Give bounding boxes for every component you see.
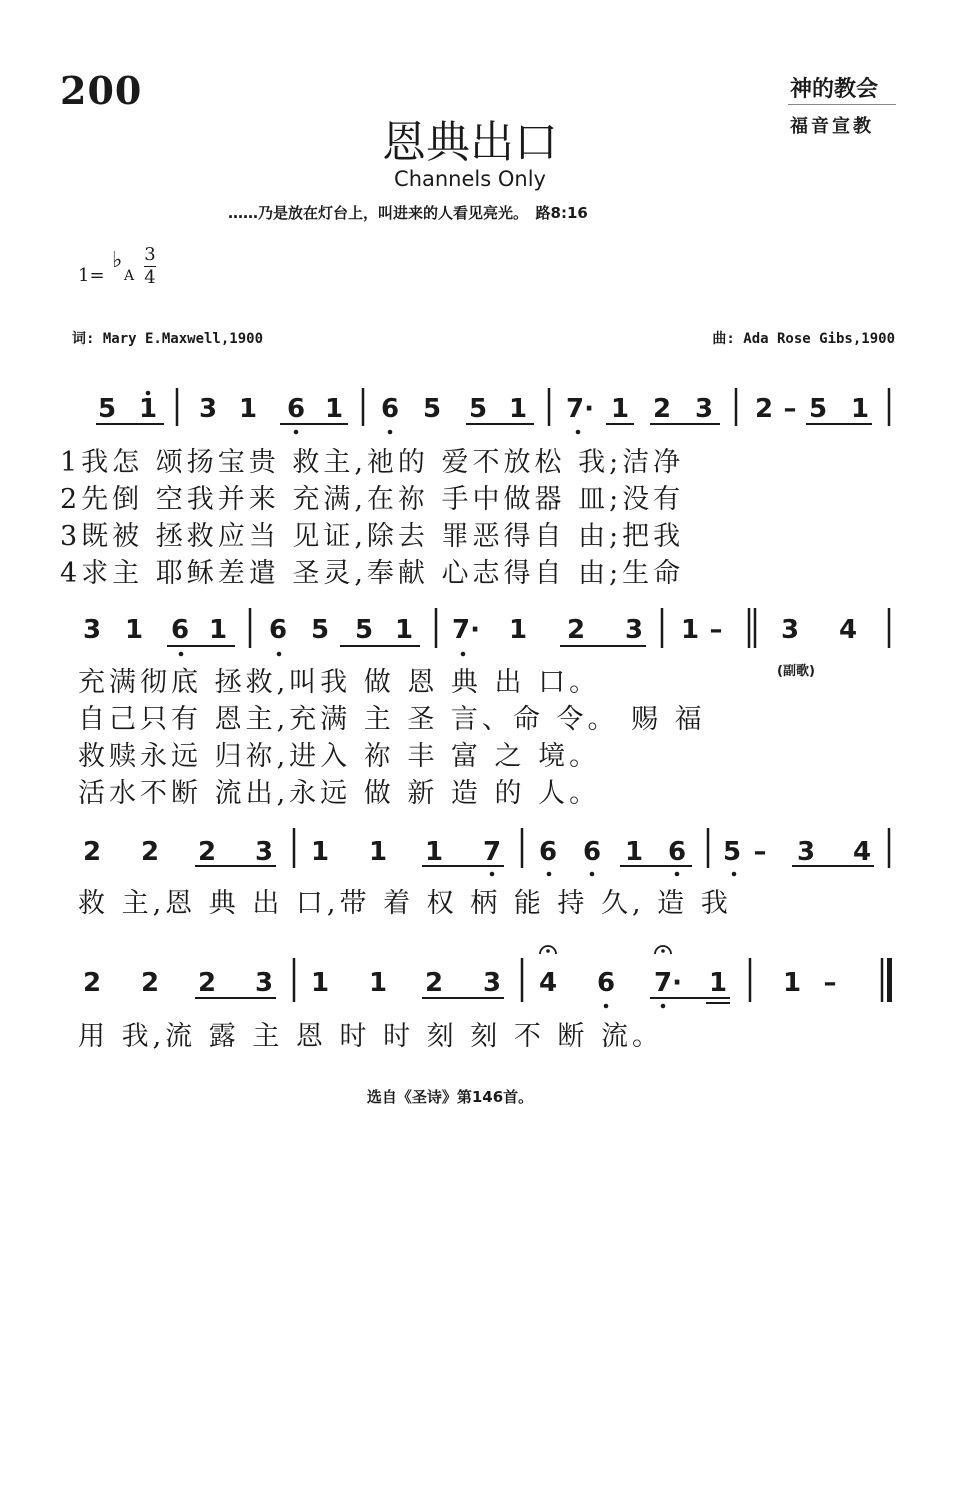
system2-note: – [709,615,723,645]
system3-note: – [753,837,767,867]
key-note: A [124,268,135,284]
fermata-icon [540,946,556,954]
lyric-line-1b: 充满彻底 拯救,叫我 做 恩 典 出 口。 [78,667,601,698]
system4-note: 3 [482,968,502,998]
system3-dots [490,872,737,877]
flat-sign: ♭ [112,248,123,273]
refrain-tag: (副歌) [777,664,815,679]
system1-note: 1 [850,394,870,424]
system4-dots [604,1004,666,1009]
system3-note: 1 [424,837,444,867]
refrain-line-2: 用 我,流 露 主 恩 时 时 刻 刻 不 断 流。 [78,1021,663,1052]
lyric-line-2: 2先倒 空我并来 充满,在祢 手中做器 皿;没有 [60,484,685,515]
system1-note: 5 [97,394,117,424]
system1-note: 2 [754,394,774,424]
system3-note: 6 [538,837,558,867]
system3-note: 4 [852,837,872,867]
system1-note: 7· [566,394,594,424]
system1-note: 1 [610,394,630,424]
system4-note: 1 [708,968,728,998]
system4-note: 2 [197,968,217,998]
lyric-line-4: 4求主 耶稣差遣 圣灵,奉献 心志得自 由;生命 [60,558,685,589]
system4-note: 3 [254,968,274,998]
system2-note: 4 [838,615,858,645]
system1-note: 2 [652,394,672,424]
system2-note: 3 [82,615,102,645]
composer-credit: 曲: Ada Rose Gibs,1900 [712,331,895,347]
system1-barlines [177,388,889,426]
system4-note: 2 [140,968,160,998]
system2-note: 7· [452,615,480,645]
time-bottom: 4 [144,267,156,288]
scripture-reference: ……乃是放在灯台上，叫进来的人看见亮光。 路8:16 [228,204,588,222]
system3-note: 1 [310,837,330,867]
lyric-line-2b: 自己只有 恩主,充满 主 圣 言、命 令。 赐 福 [78,704,706,735]
system2-dots [179,652,466,657]
refrain-line-1: 救 主,恩 典 出 口,带 着 权 柄 能 持 久, 造 我 [78,888,732,919]
system2-note: 2 [566,615,586,645]
system2-note: 1 [394,615,414,645]
hymn-subtitle: Channels Only [394,167,546,191]
system3-note: 2 [197,837,217,867]
system4-note: 7· [654,968,682,998]
system2-note: 5 [310,615,330,645]
fermata-icon [655,946,671,954]
system2-note: 1 [680,615,700,645]
system1-note: 3 [198,394,218,424]
hymn-number: 200 [60,68,143,113]
system1-note: 1 [324,394,344,424]
system4-note: 1 [310,968,330,998]
system1-note: 1 [138,394,158,424]
system3-note: 3 [254,837,274,867]
lyricist-credit: 词: Mary E.Maxwell,1900 [72,331,264,347]
system3-note: 3 [796,837,816,867]
system3-note: 1 [624,837,644,867]
system4-note: 1 [368,968,388,998]
system1-note: 1 [238,394,258,424]
system4-note: 6 [596,968,616,998]
system2-note: 3 [624,615,644,645]
system4-note: 4 [538,968,558,998]
system2-note: 6 [170,615,190,645]
system1-note: 6 [380,394,400,424]
system4-note: – [823,968,837,998]
system3-note: 6 [667,837,687,867]
system4-note: 2 [424,968,444,998]
final-barline [887,958,892,1002]
time-top: 3 [144,244,156,265]
system1-note: 5 [808,394,828,424]
system4-underlines [195,998,730,1003]
system2-note: 6 [268,615,288,645]
brand-subtitle: 福音宣教 [790,116,874,137]
system3-note: 6 [582,837,602,867]
system1-note: 5 [468,394,488,424]
system3-note: 2 [140,837,160,867]
system1-note: 6 [286,394,306,424]
system3-note: 2 [82,837,102,867]
lyric-line-3: 3既被 拯救应当 见证,除去 罪恶得自 由;把我 [60,521,685,552]
system2-note: 3 [780,615,800,645]
system4-note: 2 [82,968,102,998]
system2-note: 1 [508,615,528,645]
system2-note: 5 [354,615,374,645]
lyric-line-1: 1我怎 颂扬宝贵 救主,祂的 爱不放松 我;洁净 [60,447,685,478]
system3-note: 1 [368,837,388,867]
brand-name: 神的教会 [790,76,879,102]
system2-note: 1 [208,615,228,645]
system3-note: 7 [482,837,502,867]
system1-note: – [783,394,797,424]
system1-note: 5 [422,394,442,424]
lyric-line-3b: 救赎永远 归祢,进入 祢 丰 富 之 境。 [78,741,601,772]
system1-note: 3 [694,394,714,424]
system2-note: 1 [124,615,144,645]
source-note: 选自《圣诗》第146首。 [366,1088,534,1106]
lyric-line-4b: 活水不断 流出,永远 做 新 造 的 人。 [78,778,601,809]
system4-note: 1 [782,968,802,998]
hymn-title: 恩典出口 [382,117,558,168]
key-prefix: 1= [78,265,105,286]
system1-note: 1 [508,394,528,424]
system3-note: 5 [722,837,742,867]
